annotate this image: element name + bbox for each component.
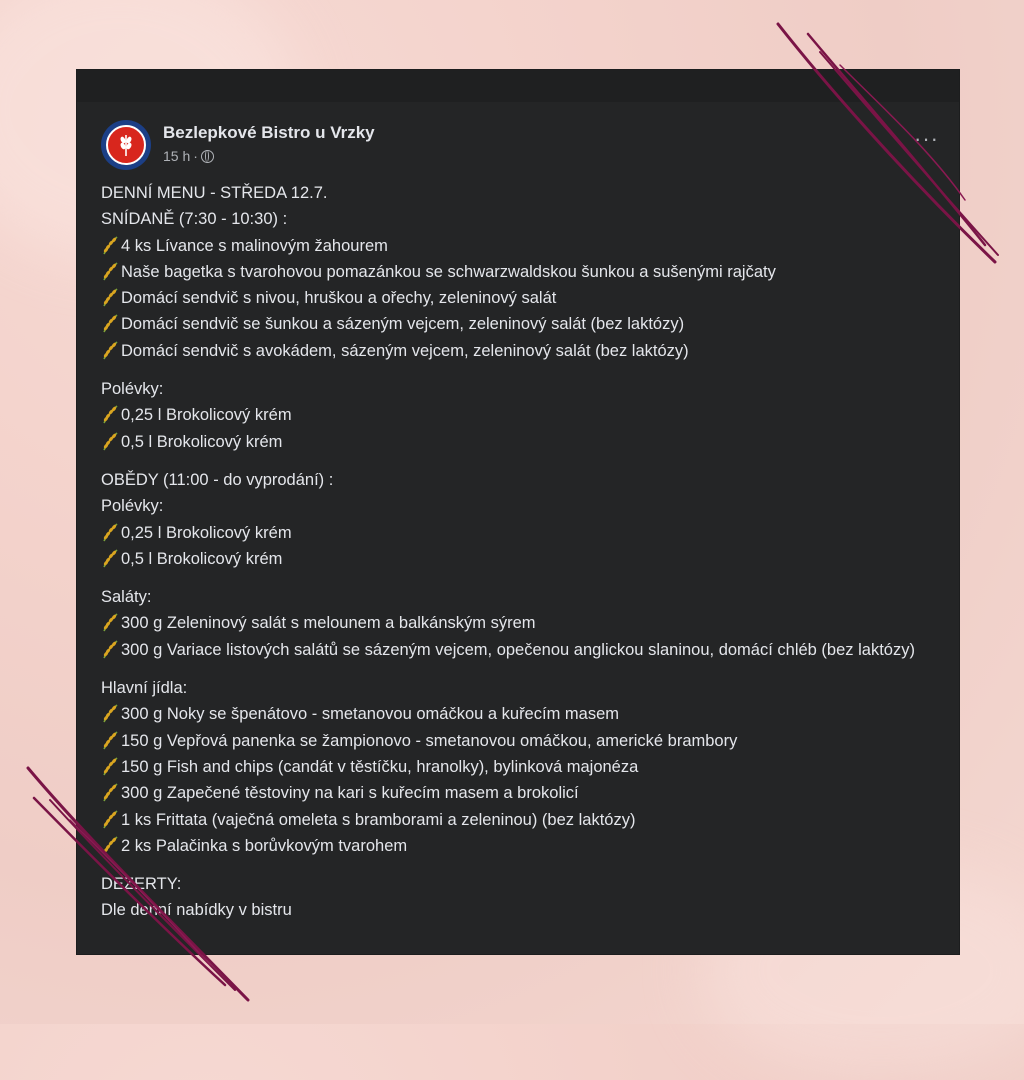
menu-item-text: 0,5 l Brokolicový krém — [121, 432, 283, 451]
page-name-link[interactable]: Bezlepkové Bistro u Vrzky — [163, 123, 375, 142]
post-content — [101, 180, 941, 924]
menu-item — [101, 728, 941, 754]
mains-list — [101, 701, 941, 859]
ear-of-rice-icon — [101, 639, 119, 659]
ear-of-rice-icon — [101, 287, 119, 307]
menu-item-text: 0,5 l Brokolicový krém — [121, 549, 283, 568]
menu-item — [101, 233, 941, 259]
menu-item-text: Domácí sendvič s avokádem, sázeným vejcem, zeleninový salát (bez laktózy) — [121, 341, 689, 360]
post-meta — [163, 148, 214, 164]
ear-of-rice-icon — [101, 340, 119, 360]
ear-of-rice-icon — [101, 431, 119, 451]
menu-item — [101, 285, 941, 311]
ear-of-rice-icon — [101, 756, 119, 776]
salads-heading: Saláty: — [101, 588, 152, 607]
facebook-post — [77, 70, 959, 954]
menu-item — [101, 833, 941, 859]
avatar[interactable] — [101, 120, 151, 170]
soups-heading: Polévky: — [101, 497, 164, 516]
menu-item — [101, 780, 941, 806]
ear-of-rice-icon — [101, 313, 119, 333]
menu-item — [101, 637, 941, 663]
mains-heading: Hlavní jídla: — [101, 679, 188, 698]
menu-item-text: 300 g Noky se špenátovo - smetanovou omáčkou a kuřecím masem — [121, 705, 619, 724]
ear-of-rice-icon — [101, 548, 119, 568]
menu-item — [101, 520, 941, 546]
menu-item — [101, 701, 941, 727]
menu-item-text: 4 ks Lívance s malinovým žahourem — [121, 236, 388, 255]
menu-item-text: 0,25 l Brokolicový krém — [121, 523, 292, 542]
post-top-bar — [77, 70, 959, 102]
soups-list — [101, 520, 941, 573]
post-header — [101, 120, 941, 176]
desserts-note: Dle denní nabídky v bistru — [101, 901, 292, 920]
menu-item-text: 0,25 l Brokolicový krém — [121, 406, 292, 425]
menu-item — [101, 311, 941, 337]
ear-of-rice-icon — [101, 809, 119, 829]
menu-item — [101, 546, 941, 572]
breakfast-heading: SNÍDANĚ (7:30 - 10:30) : — [101, 210, 288, 229]
menu-title: DENNÍ MENU - STŘEDA 12.7. — [101, 184, 328, 202]
menu-item — [101, 429, 941, 455]
globe-icon[interactable] — [201, 150, 214, 163]
menu-item-text: 300 g Zapečené těstoviny na kari s kuřecím masem a brokolicí — [121, 784, 579, 803]
menu-item-text: 300 g Variace listových salátů se sázeným vejcem, opečenou anglickou slaninou, domácí chléb (bez laktózy) — [121, 640, 915, 659]
menu-item-text: 150 g Vepřová panenka se žampionovo - smetanovou omáčkou, americké brambory — [121, 731, 738, 750]
ear-of-rice-icon — [101, 522, 119, 542]
lunch-heading: OBĚDY (11:00 - do vyprodání) : — [101, 470, 334, 489]
ear-of-rice-icon — [101, 235, 119, 255]
ear-of-rice-icon — [101, 404, 119, 424]
ear-of-rice-icon — [101, 261, 119, 281]
menu-item — [101, 338, 941, 364]
salads-list — [101, 610, 941, 663]
post-time[interactable]: 15 h — [163, 148, 191, 164]
more-options-button[interactable]: ··· — [914, 126, 939, 151]
menu-item — [101, 402, 941, 428]
menu-item — [101, 807, 941, 833]
bistro-logo — [106, 125, 146, 165]
menu-item-text: 150 g Fish and chips (candát v těstíčku, hranolky), bylinková majonéza — [121, 757, 639, 776]
ear-of-rice-icon — [101, 730, 119, 750]
ear-of-rice-icon — [101, 835, 119, 855]
desserts-heading: DEZERTY: — [101, 875, 182, 894]
menu-item-text: Naše bagetka s tvarohovou pomazánkou se schwarzwaldskou šunkou a sušenými rajčaty — [121, 262, 776, 281]
soups-heading: Polévky: — [101, 380, 164, 399]
menu-item — [101, 610, 941, 636]
menu-item-text: Domácí sendvič s nivou, hruškou a ořechy, zeleninový salát — [121, 289, 557, 308]
menu-item — [101, 259, 941, 285]
wheat-logo-icon — [115, 132, 137, 158]
soups-list — [101, 402, 941, 455]
ear-of-rice-icon — [101, 782, 119, 802]
meta-separator: · — [193, 148, 198, 164]
menu-item-text: Domácí sendvič se šunkou a sázeným vejcem, zeleninový salát (bez laktózy) — [121, 315, 685, 334]
menu-item-text: 300 g Zeleninový salát s melounem a balkánským sýrem — [121, 614, 536, 633]
menu-item-text: 1 ks Frittata (vaječná omeleta s bramborami a zeleninou) (bez laktózy) — [121, 810, 636, 829]
ear-of-rice-icon — [101, 612, 119, 632]
menu-item — [101, 754, 941, 780]
menu-item-text: 2 ks Palačinka s borůvkovým tvarohem — [121, 836, 408, 855]
ear-of-rice-icon — [101, 703, 119, 723]
breakfast-list — [101, 233, 941, 364]
